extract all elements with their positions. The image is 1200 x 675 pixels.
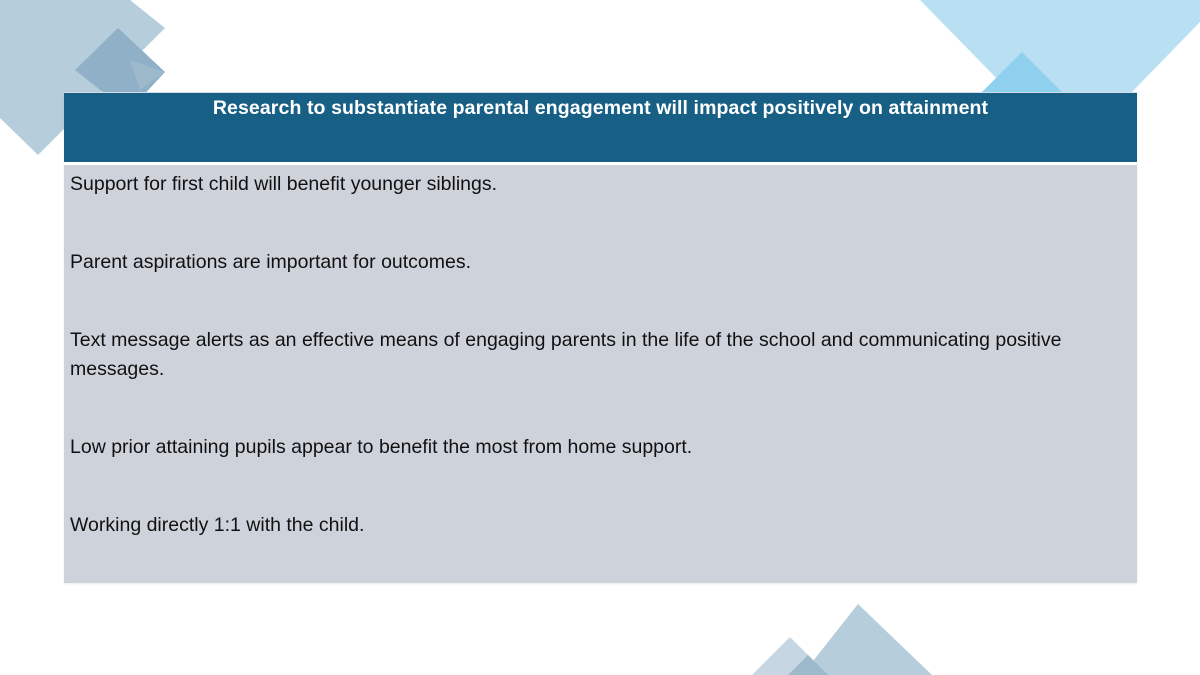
point-first-child: Support for first child will benefit younger siblings. bbox=[70, 173, 498, 195]
point-parent-aspirations: Parent aspirations are important for outcomes. bbox=[70, 251, 472, 273]
table-title: Research to substantiate parental engagement will impact positively on attainment bbox=[212, 97, 989, 119]
point-working-directly: Working directly 1:1 with the child. bbox=[70, 514, 365, 536]
table-header bbox=[64, 92, 1137, 162]
bottom-diamond-decoration bbox=[740, 600, 940, 675]
research-table bbox=[64, 92, 1137, 583]
top-right-diamond-decoration bbox=[920, 0, 1200, 100]
table-body bbox=[64, 165, 1137, 583]
point-text-message-alerts: Text message alerts as an effective means of engaging parents in the life of the school and communicating positive messages. bbox=[70, 329, 1062, 380]
point-low-prior-attaining: Low prior attaining pupils appear to benefit the most from home support. bbox=[70, 436, 693, 458]
